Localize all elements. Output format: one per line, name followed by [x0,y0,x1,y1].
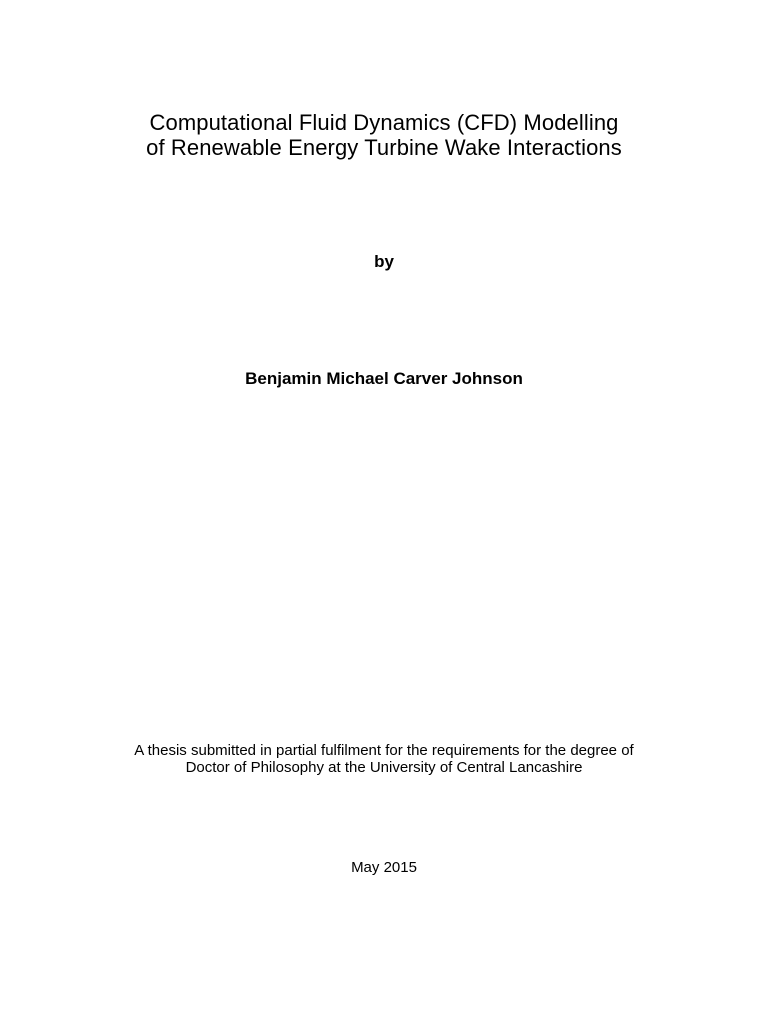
author-name: Benjamin Michael Carver Johnson [245,369,523,388]
submission-date: May 2015 [351,859,417,876]
thesis-title [0,110,768,160]
thesis-title-line-1: Computational Fluid Dynamics (CFD) Modelling [149,110,619,135]
degree-statement [0,742,768,776]
degree-statement-line-1: A thesis submitted in partial fulfilment for the requirements for the degree of [134,742,634,759]
degree-statement-line-2: Doctor of Philosophy at the University of Central Lancashire [185,759,583,776]
by-label: by [374,252,394,271]
thesis-title-line-2: of Renewable Energy Turbine Wake Interactions [146,135,622,160]
